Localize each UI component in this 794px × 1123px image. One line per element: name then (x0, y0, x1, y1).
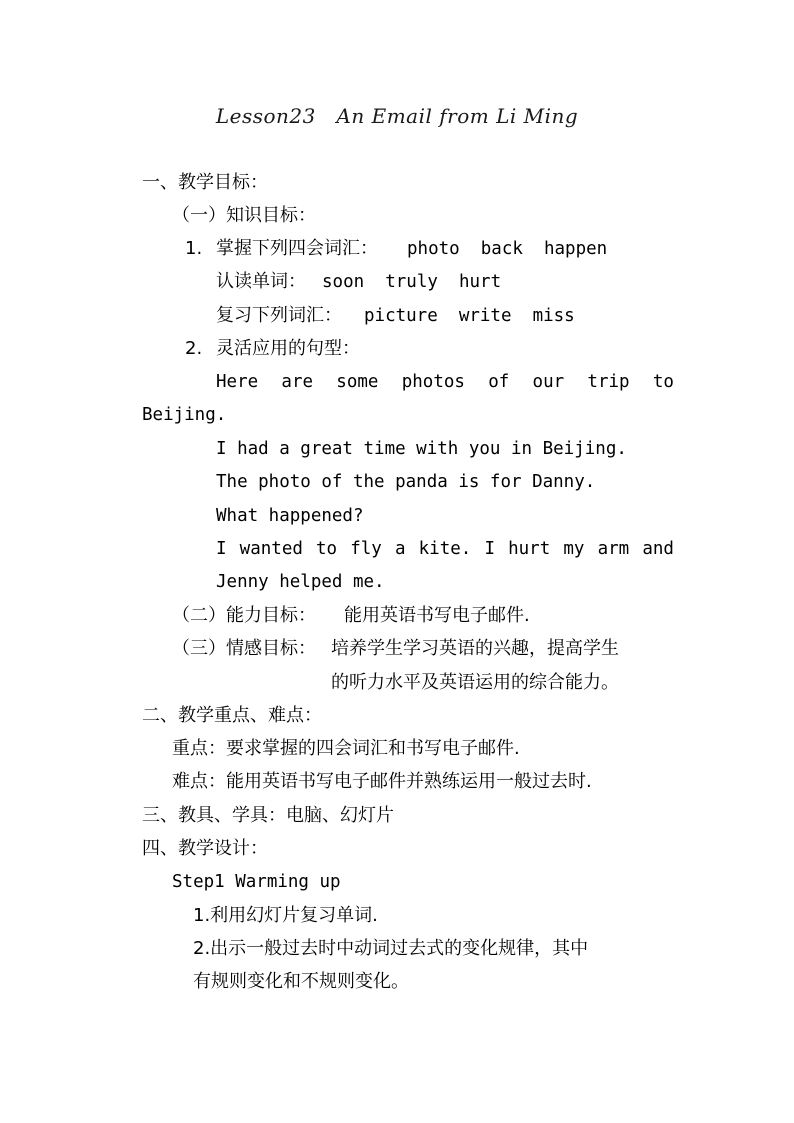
subsection-emotion-goals-text: 培养学生学习英语的兴趣，提高学生 (331, 638, 619, 659)
sentence-1-word: Here (216, 372, 259, 392)
step-1-item-2: 2.出示一般过去时中动词过去式的变化规律，其中 (193, 938, 589, 959)
sentence-5-word: to (316, 539, 338, 559)
sentence-5-word: my (563, 539, 585, 559)
sentence-5-word: kite. (418, 539, 472, 559)
read-words: soon truly hurt (322, 272, 502, 292)
review-words: picture write miss (364, 306, 575, 326)
sentence-5-word: I (484, 539, 495, 559)
subsection-emotion-goals-continuation: 的听力水平及英语运用的综合能力。 (331, 672, 619, 693)
key-points: 重点：要求掌握的四会词汇和书写电子邮件. (172, 738, 520, 759)
sentence-1-continuation: Beijing. (142, 405, 227, 425)
section-4-heading: 四、教学设计： (142, 838, 268, 859)
sentence-5-word: and (642, 539, 674, 559)
step-1-item-1: 1.利用幻灯片复习单词. (193, 905, 378, 926)
subsection-ability-goals-label: （二）能力目标： (172, 605, 316, 626)
sentence-5-word: a (394, 539, 406, 559)
sentence-5-word: wanted (239, 539, 303, 559)
sentence-3: The photo of the panda is for Danny. (216, 472, 596, 492)
item-1-words: photo back happen (407, 239, 608, 259)
sentence-1-word: photos (401, 372, 465, 392)
item-1-number: 1. (185, 238, 203, 259)
sentence-5-word: hurt (508, 539, 551, 559)
sentence-1-word: our (532, 372, 565, 392)
item-1-label: 掌握下列四会词汇： (216, 238, 378, 259)
section-1-heading: 一、教学目标： (142, 172, 268, 193)
sentence-2: I had a great time with you in Beijing. (216, 439, 627, 459)
sentence-1-word: some (336, 372, 379, 392)
sentence-5-word: I (216, 539, 227, 559)
subsection-knowledge-goals: （一）知识目标： (172, 205, 316, 226)
sentence-1-word: trip (587, 372, 630, 392)
sentence-5-continuation: Jenny helped me. (216, 572, 385, 592)
sentence-5-line (216, 538, 674, 560)
review-words-label: 复习下列词汇： (216, 305, 342, 326)
sentence-5-word: fly (350, 539, 382, 559)
subsection-emotion-goals-label: （三）情感目标： (172, 638, 316, 659)
item-2-number: 2. (185, 338, 203, 359)
item-2-label: 灵活应用的句型： (216, 338, 360, 359)
sentence-4: What happened? (216, 506, 364, 526)
sentence-5-word: arm (597, 539, 630, 559)
subsection-ability-goals-text: 能用英语书写电子邮件. (344, 605, 530, 626)
step-1-item-2-continuation: 有规则变化和不规则变化。 (193, 971, 409, 992)
sentence-1-line (216, 371, 674, 393)
sentence-1-word: to (652, 372, 674, 392)
sentence-1-word: of (488, 372, 510, 392)
difficult-points: 难点：能用英语书写电子邮件并熟练运用一般过去时. (172, 771, 592, 792)
section-2-heading: 二、教学重点、难点： (142, 705, 322, 726)
read-words-label: 认读单词： (216, 271, 306, 292)
lesson-title: Lesson23 An Email from Li Ming (215, 104, 579, 128)
sentence-1-word: are (281, 372, 314, 392)
section-3-heading: 三、教具、学具：电脑、幻灯片 (142, 805, 394, 826)
step-1-heading: Step1 Warming up (172, 872, 341, 892)
